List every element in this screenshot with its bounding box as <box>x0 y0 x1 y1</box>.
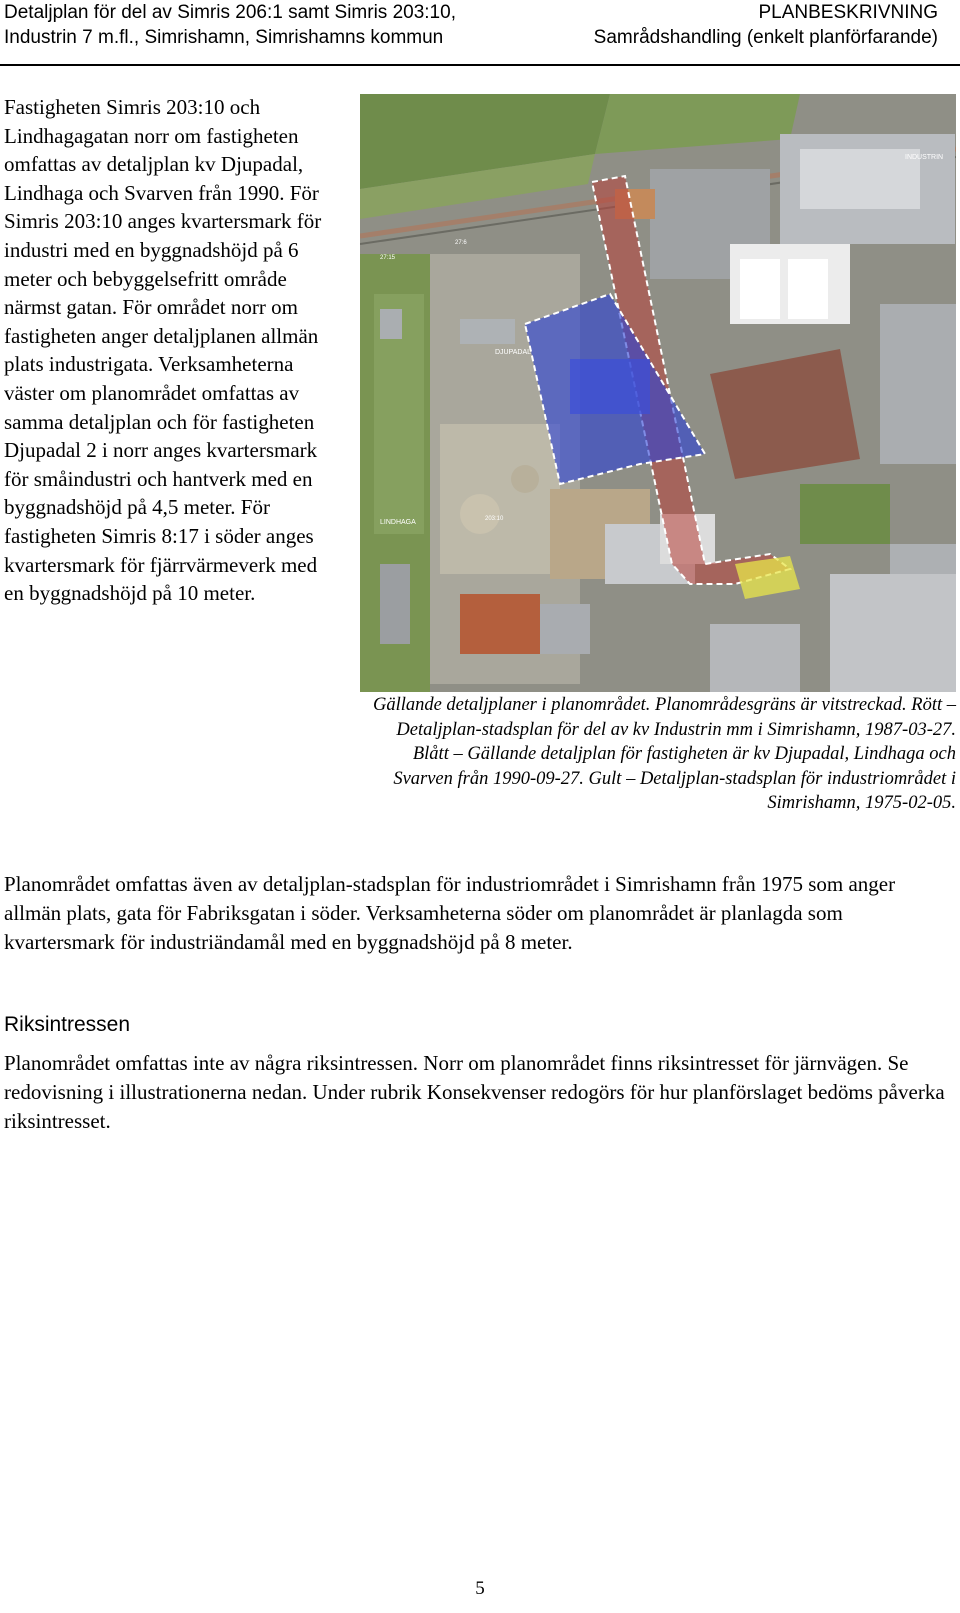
paragraph-riksintressen: Planområdet omfattas inte av några riksintressen. Norr om planområdet finns riksintresset för järnvägen. Se redovisning i illustrationerna nedan. Under rubrik Konsekvenser redogörs för hur planförslaget bedöms påverka riksintresset. <box>4 1051 945 1133</box>
map-building-white-1 <box>740 259 780 319</box>
map-field-east <box>800 484 890 544</box>
map-building-west-1 <box>380 564 410 644</box>
page-header <box>0 0 960 68</box>
page-number: 5 <box>475 1578 485 1599</box>
map-building-west-3 <box>460 319 515 344</box>
map-label-lindhaga: LINDHAGA <box>380 519 416 526</box>
aerial-plan-map <box>360 94 956 692</box>
map-gravel-yard <box>440 424 560 574</box>
map-label-industri: INDUSTRIN <box>905 154 944 161</box>
plan-description-text: Fastigheten Simris 203:10 och Lindhagagatan norr om fastigheten omfattas av detaljplan kv Djupadal, Lindhaga och Svarven från 1990. För Simris 203:10 anges kvartersmark för industri med en byggnadshöjd på 6 meter och bebyggelsefritt område närmst gatan. För området norr om fastigheten anger detaljplanen allmän plats industrigata. Verksamheterna väster om planområdet omfattas av samma detaljplan och för fastigheten Djupadal 2 i norr anges kvartersmark för småindustri och hantverk med en byggnadshöjd på 4,5 meter. För fastigheten Simris 8:17 i söder anges kvartersmark för fjärrvärmeverk med en byggnadshöjd på 10 meter. <box>4 95 322 606</box>
map-label-djupadal: DJUPADAL <box>495 349 532 356</box>
header-divider <box>0 64 960 66</box>
header-document-type: PLANBESKRIVNING <box>758 2 938 23</box>
map-label-parcel-2: 27:15 <box>380 255 396 261</box>
map-label-parcel-1: 27:6 <box>455 240 467 246</box>
map-building-white-2 <box>788 259 828 319</box>
map-sand-pile <box>460 494 500 534</box>
header-plan-location: Industrin 7 m.fl., Simrishamn, Simrishamns kommun <box>4 27 444 48</box>
map-building-east <box>880 304 956 464</box>
header-document-status: Samrådshandling (enkelt planförfarande) <box>593 27 938 48</box>
aerial-plan-map-svg <box>360 94 956 692</box>
map-building-roof-red <box>460 594 540 654</box>
map-building-south <box>830 574 956 692</box>
section-heading-riksintressen: Riksintressen <box>4 1013 131 1036</box>
header-right <box>594 0 938 50</box>
map-building-grey <box>540 604 590 654</box>
map-building-north-roof <box>800 149 920 209</box>
paragraph-planomradet: Planområdet omfattas även av detaljplan-stadsplan för industriområdet i Simrishamn från 1975 som anger allmän plats, gata för Fabriksgatan i söder. Verksamheterna söder om planområdet är planlagda som kvartersmark för industriändamål med en byggnadshöjd på 8 meter. <box>4 872 896 954</box>
header-left <box>4 0 456 50</box>
map-blue-plan-building <box>570 359 650 414</box>
map-building-west-2 <box>380 309 402 339</box>
header-plan-title: Detaljplan för del av Simris 206:1 samt Simris 203:10, <box>4 2 456 23</box>
map-building-south-mid <box>710 624 800 692</box>
map-sand-pile-2 <box>511 465 539 493</box>
map-label-parcel-3: 203:10 <box>485 516 504 522</box>
map-caption: Gällande detaljplaner i planområdet. Planområdesgräns är vitstreckad. Rött – Detaljplan-stadsplan för del av kv Industrin mm i Simrishamn, 1987-03-27. Blått – Gällande detaljplan för fastigheten är kv Djupadal, Lindhaga och Svarven från 1990-09-27. Gult – Detaljplan-stadsplan för industriområdet i Simrishamn, 1975-02-05. <box>372 695 956 814</box>
